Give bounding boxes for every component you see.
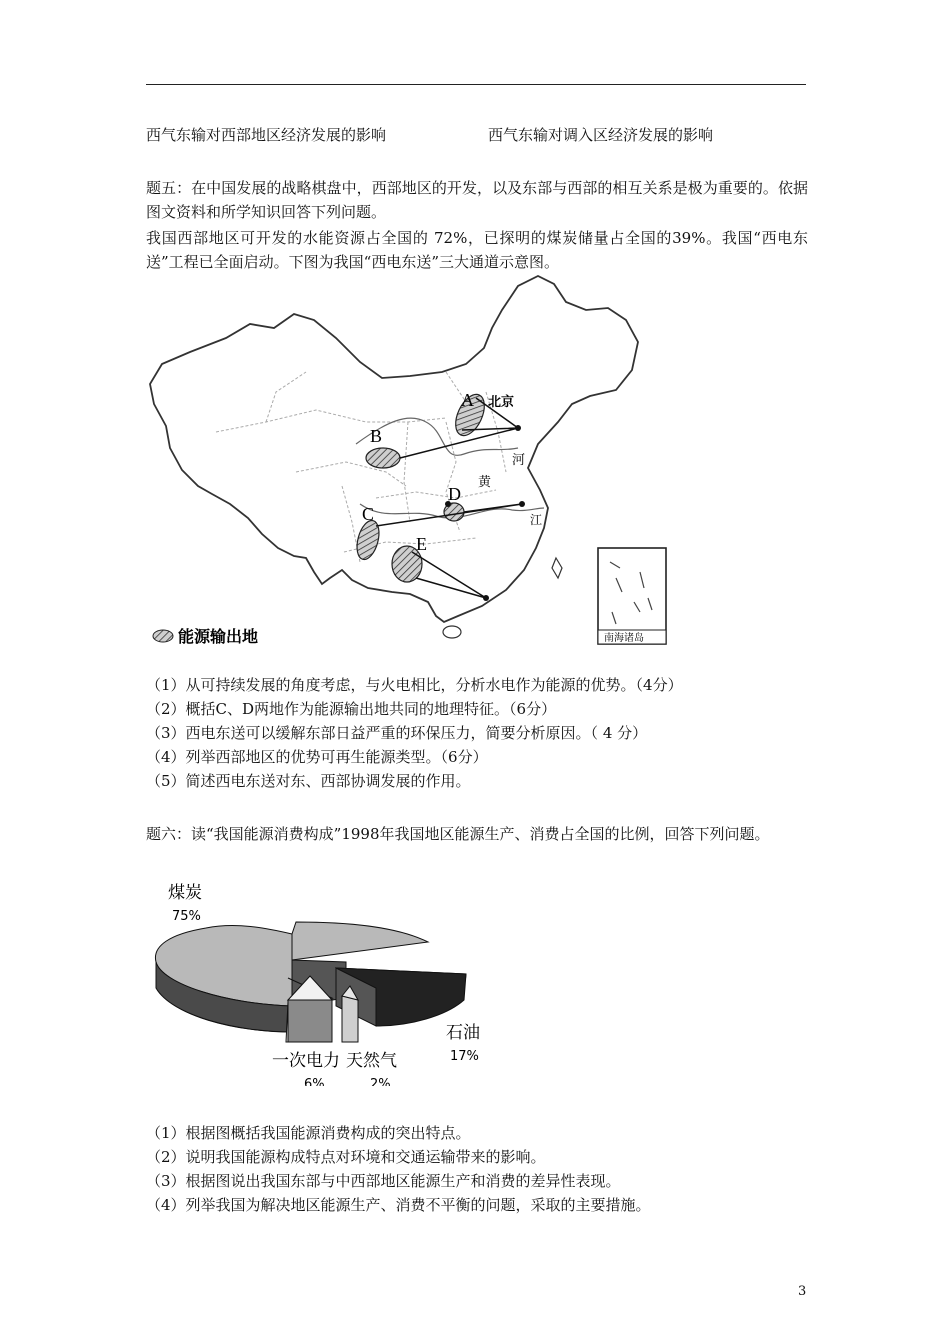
q5-question-2: （2）概括C、D两地作为能源输出地共同的地理特征。（6分） [146, 700, 557, 718]
caption-east: 西气东输对调入区经济发展的影响 [488, 126, 714, 144]
label-electricity: 一次电力 [272, 1051, 340, 1071]
legend-swatch [153, 630, 173, 642]
q5-question-1: （1）从可持续发展的角度考虑，与火电相比，分析水电作为能源的优势。（4分） [146, 676, 683, 694]
page-number: 3 [798, 1284, 807, 1299]
region-b [366, 448, 400, 468]
q6-question-4: （4）列举我国为解决地区能源生产、消费不平衡的问题，采取的主要措施。 [146, 1196, 651, 1214]
label-gas: 天然气 [346, 1051, 397, 1071]
q5-question-3: （3）西电东送可以缓解东部日益严重的环保压力，简要分析原因。（ 4 分） [146, 724, 648, 742]
legend-label: 能源输出地 [178, 627, 259, 646]
value-electricity: 6% [304, 1077, 325, 1086]
value-oil: 17% [450, 1049, 479, 1064]
label-oil: 石油 [446, 1023, 480, 1043]
q6-question-1: （1）根据图概括我国能源消费构成的突出特点。 [146, 1124, 471, 1142]
value-coal: 75% [172, 909, 201, 924]
q5-intro: 题五：在中国发展的战略棋盘中，西部地区的开发，以及东部与西部的相互关系是极为重要的。依据图文资料和所学知识回答下列问题。 [146, 179, 808, 221]
q5-paragraph: 我国西部地区可开发的水能资源占全国的 72%，已探明的煤炭储量占全国的39%。我国“西电东送”工程已全面启动。下图为我国“西电东送”三大通道示意图。 [146, 229, 808, 271]
label-river-jiang: 江 [530, 513, 543, 527]
label-beijing: 北京 [488, 395, 515, 410]
label-d: D [448, 484, 461, 504]
caption-west: 西气东输对西部地区经济发展的影响 [146, 126, 387, 144]
value-gas: 2% [370, 1077, 391, 1086]
label-c: C [362, 504, 375, 524]
q6-intro: 题六：读“我国能源消费构成”1998年我国地区能源生产、消费占全国的比例，回答下列问题。 [146, 825, 770, 843]
q6-question-2: （2）说明我国能源构成特点对环境和交通运输带来的影响。 [146, 1148, 546, 1166]
q5-question-5: （5）简述西电东送对东、西部协调发展的作用。 [146, 772, 471, 790]
label-e: E [416, 534, 427, 554]
q6-question-3: （3）根据图说出我国东部与中西部地区能源生产和消费的差异性表现。 [146, 1172, 621, 1190]
q5-question-4: （4）列举西部地区的优势可再生能源类型。（6分） [146, 748, 488, 766]
label-b: B [370, 426, 383, 446]
label-a: A [461, 390, 474, 410]
label-coal: 煤炭 [168, 883, 202, 903]
energy-consumption-pie [146, 876, 506, 1090]
header-rule [146, 84, 806, 85]
label-river-huang: 黄 [478, 475, 492, 490]
label-river-he: 河 [512, 453, 526, 468]
region-c [353, 518, 383, 562]
west-east-power-map [146, 272, 676, 654]
pie-slice-gas [342, 996, 358, 1042]
south-channel [412, 552, 486, 598]
inset-label: 南海诸岛 [604, 633, 644, 644]
